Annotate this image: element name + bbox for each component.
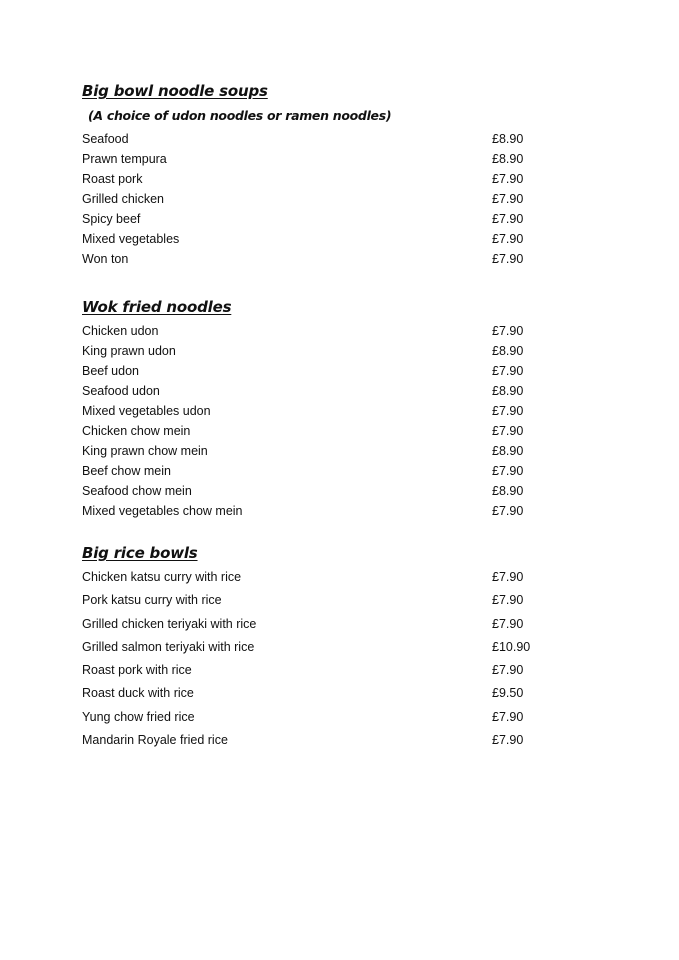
item-name: Mixed vegetables chow mein bbox=[82, 504, 243, 518]
item-name: Pork katsu curry with rice bbox=[82, 593, 222, 608]
item-price: £7.90 bbox=[492, 252, 524, 266]
item-name: Roast pork with rice bbox=[82, 663, 192, 678]
item-name: Roast pork bbox=[82, 172, 143, 186]
item-price: £7.90 bbox=[492, 593, 524, 608]
item-name: Mixed vegetables bbox=[82, 232, 180, 246]
section-title: Big bowl noodle soups bbox=[82, 82, 268, 100]
item-name: Beef udon bbox=[82, 364, 139, 378]
item-price: £7.90 bbox=[492, 172, 524, 186]
menu-item-list bbox=[82, 566, 542, 752]
menu-item-list bbox=[82, 321, 542, 521]
menu-item bbox=[82, 321, 542, 341]
menu-item bbox=[82, 129, 542, 149]
item-price: £10.90 bbox=[492, 639, 531, 654]
item-price: £7.90 bbox=[492, 733, 524, 748]
menu-item bbox=[82, 636, 542, 659]
item-price: £8.90 bbox=[492, 444, 524, 458]
menu-item bbox=[82, 461, 542, 481]
menu-item bbox=[82, 341, 542, 361]
item-name: Grilled salmon teriyaki with rice bbox=[82, 639, 255, 654]
item-price: £7.90 bbox=[492, 324, 524, 338]
item-name: Won ton bbox=[82, 252, 129, 266]
item-name: Mixed vegetables udon bbox=[82, 404, 211, 418]
item-name: Prawn tempura bbox=[82, 152, 167, 166]
item-name: King prawn udon bbox=[82, 344, 176, 358]
item-price: £7.90 bbox=[492, 192, 524, 206]
item-price: £7.90 bbox=[492, 232, 524, 246]
item-name: Yung chow fried rice bbox=[82, 709, 195, 724]
item-name: King prawn chow mein bbox=[82, 444, 208, 458]
item-name: Roast duck with rice bbox=[82, 686, 194, 701]
section-title: Big rice bowls bbox=[82, 544, 198, 562]
item-price: £8.90 bbox=[492, 132, 524, 146]
item-price: £7.90 bbox=[492, 364, 524, 378]
menu-item bbox=[82, 401, 542, 421]
menu-item bbox=[82, 682, 542, 705]
menu-item bbox=[82, 566, 542, 589]
menu-item bbox=[82, 229, 542, 249]
menu-item bbox=[82, 421, 542, 441]
section-title: Wok fried noodles bbox=[82, 298, 232, 316]
menu-item bbox=[82, 189, 542, 209]
item-name: Seafood udon bbox=[82, 384, 160, 398]
item-name: Spicy beef bbox=[82, 212, 141, 226]
item-price: £7.90 bbox=[492, 464, 524, 478]
item-name: Grilled chicken bbox=[82, 192, 164, 206]
menu-item bbox=[82, 209, 542, 229]
menu-item bbox=[82, 381, 542, 401]
item-price: £7.90 bbox=[492, 663, 524, 678]
menu-item bbox=[82, 589, 542, 612]
item-name: Seafood chow mein bbox=[82, 484, 192, 498]
item-name: Beef chow mein bbox=[82, 464, 171, 478]
item-name: Chicken katsu curry with rice bbox=[82, 570, 242, 584]
item-price: £8.90 bbox=[492, 384, 524, 398]
menu-item bbox=[82, 706, 542, 729]
item-price: £8.90 bbox=[492, 344, 524, 358]
item-price: £7.90 bbox=[492, 570, 524, 584]
item-price: £7.90 bbox=[492, 404, 524, 418]
item-price: £7.90 bbox=[492, 424, 524, 438]
item-name: Chicken udon bbox=[82, 324, 159, 338]
menu-item-list bbox=[82, 129, 542, 269]
menu-item bbox=[82, 249, 542, 269]
item-price: £7.90 bbox=[492, 212, 524, 226]
menu-item bbox=[82, 441, 542, 461]
item-name: Mandarin Royale fried rice bbox=[82, 733, 228, 748]
menu-item bbox=[82, 501, 542, 521]
menu-item bbox=[82, 613, 542, 636]
item-price: £9.50 bbox=[492, 686, 524, 701]
menu-item bbox=[82, 149, 542, 169]
item-price: £7.90 bbox=[492, 616, 524, 631]
section-subtitle: (A choice of udon noodles or ramen noodles) bbox=[88, 108, 392, 123]
menu-item bbox=[82, 481, 542, 501]
item-name: Seafood bbox=[82, 132, 129, 146]
item-price: £8.90 bbox=[492, 152, 524, 166]
menu-item bbox=[82, 361, 542, 381]
item-name: Chicken chow mein bbox=[82, 424, 191, 438]
item-price: £7.90 bbox=[492, 709, 524, 724]
menu-item bbox=[82, 729, 542, 752]
menu-item bbox=[82, 169, 542, 189]
item-name: Grilled chicken teriyaki with rice bbox=[82, 616, 257, 631]
menu-item bbox=[82, 659, 542, 682]
item-price: £7.90 bbox=[492, 504, 524, 518]
item-price: £8.90 bbox=[492, 484, 524, 498]
